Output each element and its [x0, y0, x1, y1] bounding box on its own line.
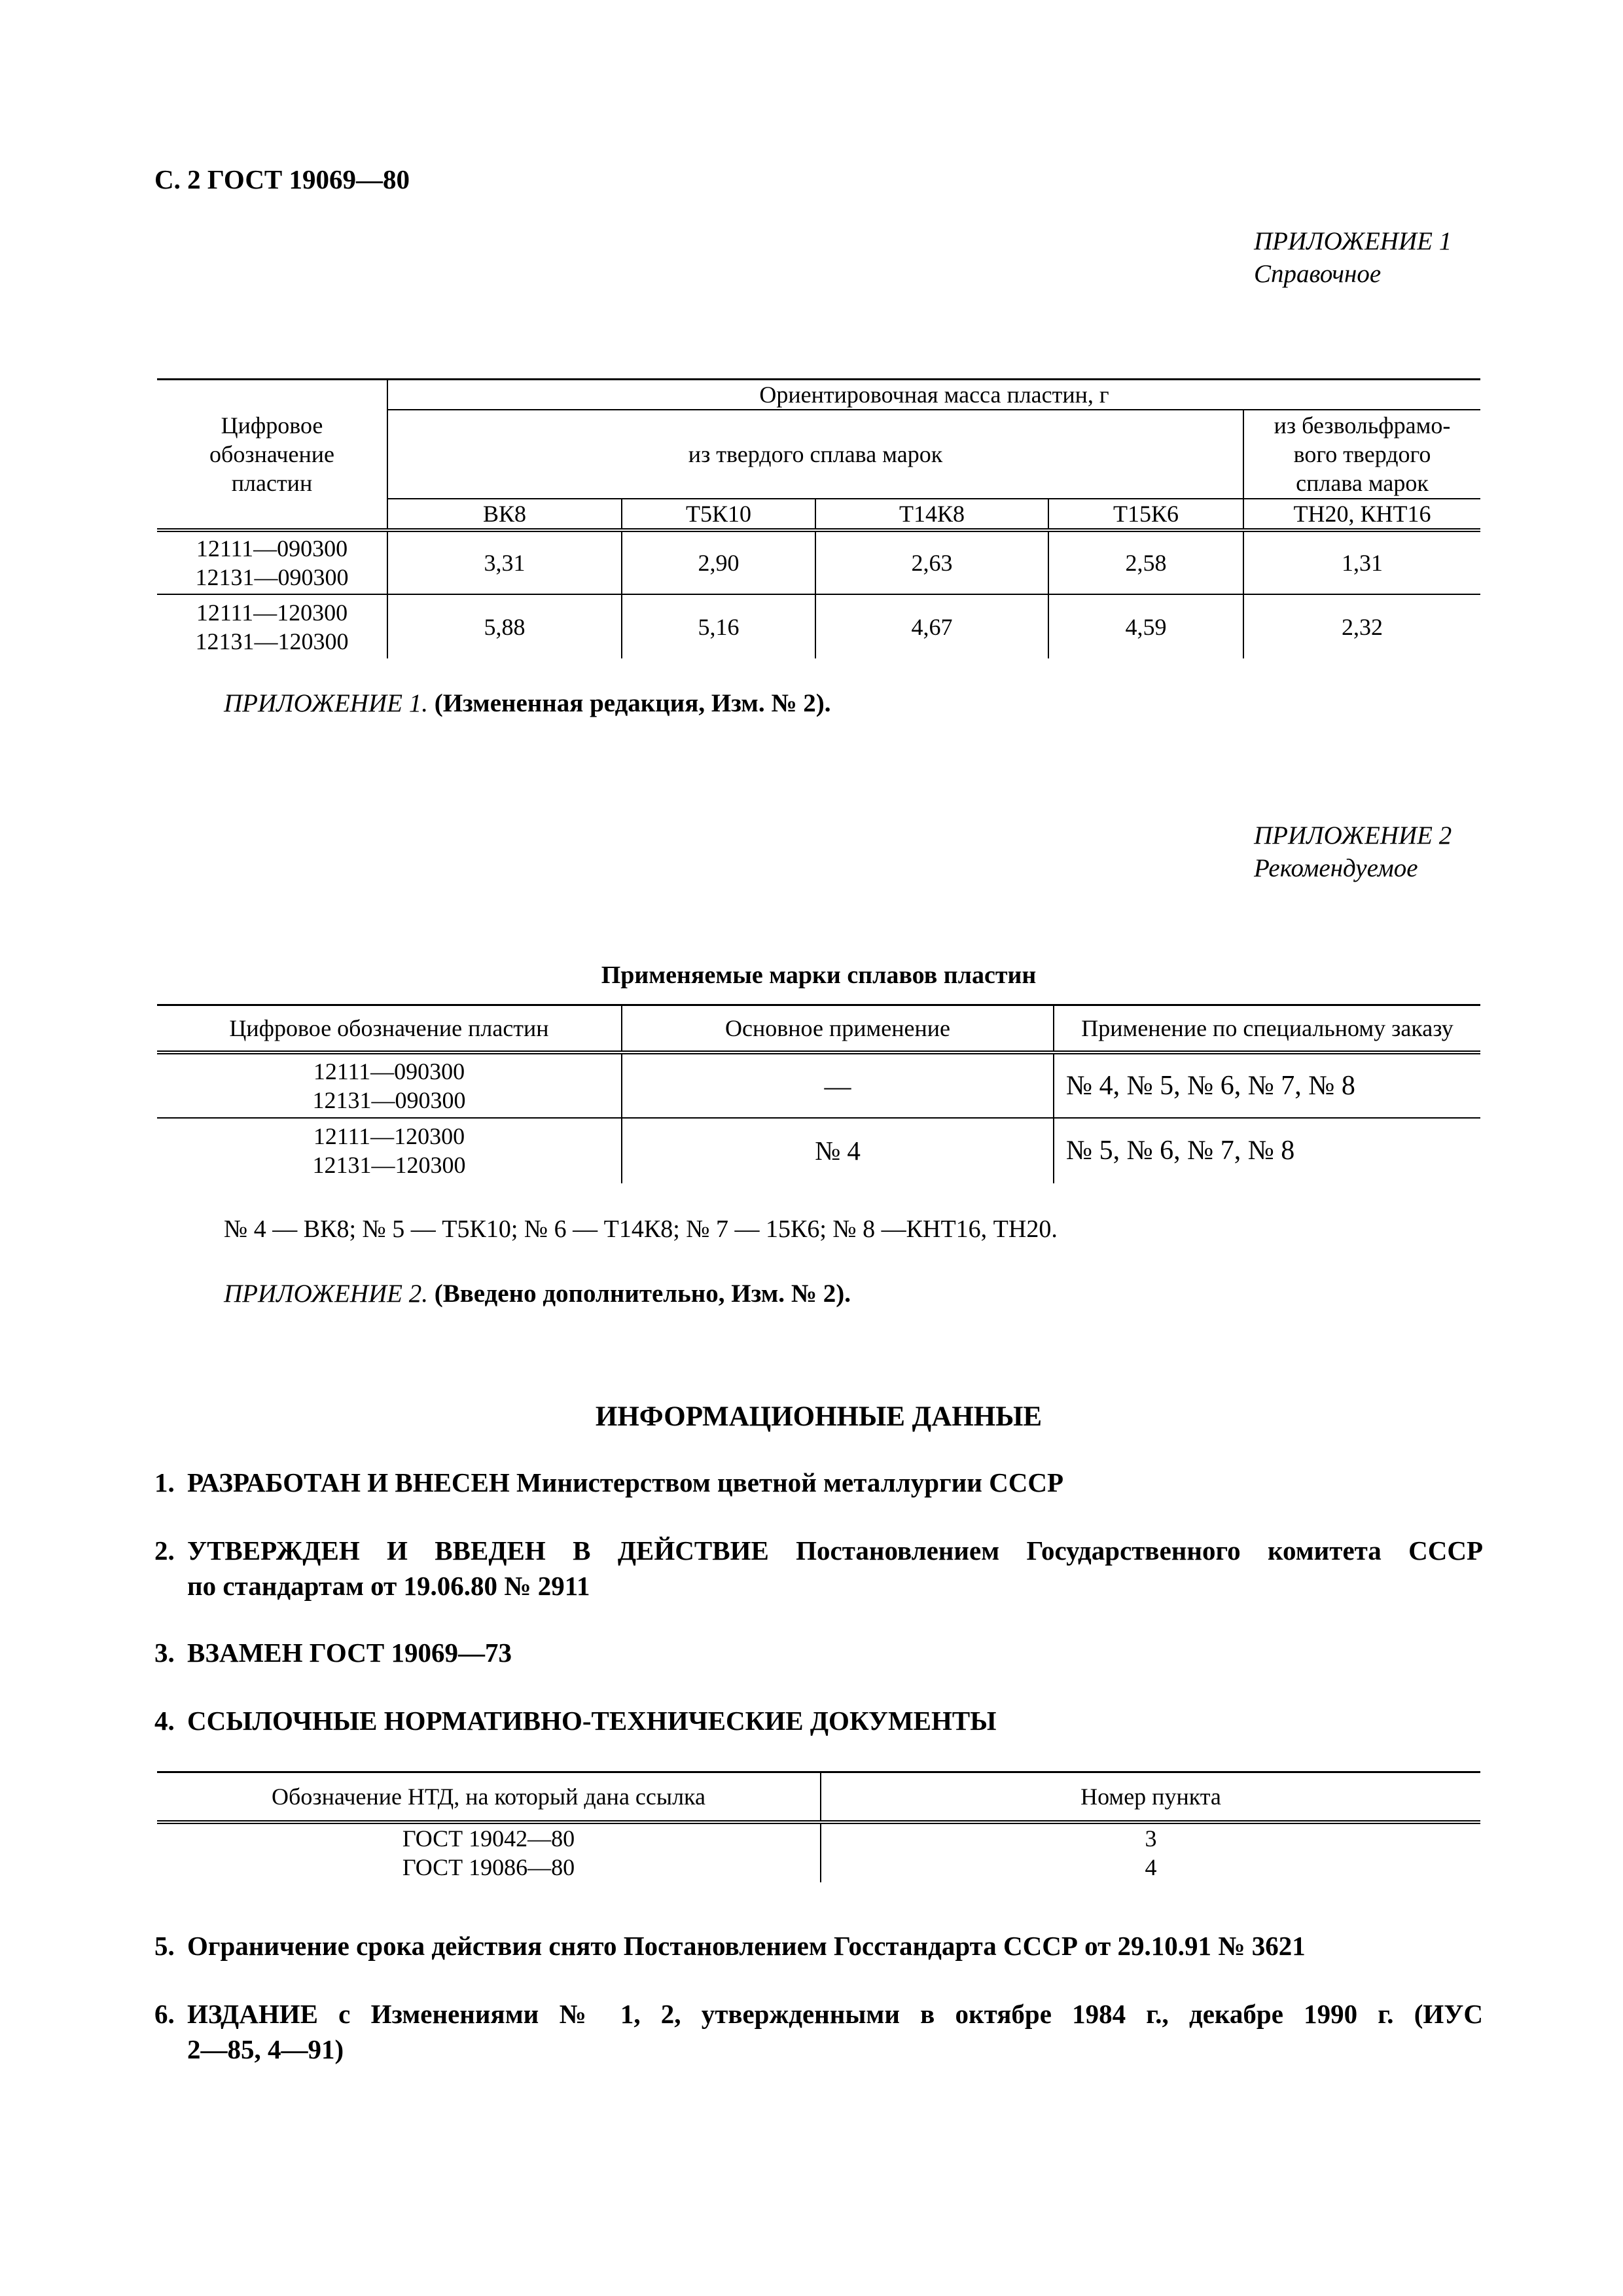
table-row — [157, 1052, 1480, 1118]
alloy-grades-table — [157, 1004, 1480, 1183]
appendix2-note — [224, 1279, 851, 1308]
special-use-header: Применение по специальному заказу — [1054, 1005, 1480, 1052]
table-row — [157, 1822, 1480, 1882]
appendix2-status: Рекомендуемое — [1254, 854, 1418, 882]
grade-header: Т5К10 — [622, 499, 815, 530]
appendix2-caption: Применяемые марки сплавов пластин — [601, 961, 1037, 989]
info-item-2: 2. УТВЕРЖДЕН И ВВЕДЕН В ДЕЙСТВИЕ Постановлением Государственного комитета СССР по стандартам от 19.06.80 № 2911 — [154, 1535, 1483, 1601]
grade-header: ВК8 — [387, 499, 622, 530]
ntd-header: Обозначение НТД, на который дана ссылка — [157, 1772, 821, 1822]
table-row — [157, 594, 1480, 658]
main-use-cell: № 4 — [622, 1118, 1054, 1183]
info-item-1: 1. РАЗРАБОТАН И ВНЕСЕН Министерством цветной металлургии СССР — [154, 1467, 1064, 1498]
appendix1-note-text: (Измененная редакция, Изм. № 2). — [434, 689, 831, 717]
plate-mass-table — [157, 378, 1480, 658]
appendix1-note-label: ПРИЛОЖЕНИЕ 1. — [224, 689, 428, 717]
clause-header: Номер пункта — [821, 1772, 1480, 1822]
main-use-header: Основное применение — [622, 1005, 1054, 1052]
tungsten-free-header: из безвольфрамо- вого твердого сплава марок — [1243, 410, 1480, 499]
info-item-4: 4. ССЫЛОЧНЫЕ НОРМАТИВНО-ТЕХНИЧЕСКИЕ ДОКУМЕНТЫ — [154, 1706, 997, 1736]
plate-code-cell: 12111—120300 12131—120300 — [312, 1123, 466, 1178]
plate-code-cell: 12111—120300 12131—120300 — [195, 599, 349, 655]
table-row — [157, 1118, 1480, 1183]
table-row — [157, 530, 1480, 594]
value-cell: 2,63 — [815, 530, 1048, 594]
designation-header: Цифровое обозначение пластин — [157, 380, 387, 531]
hard-alloy-header: из твердого сплава марок — [387, 410, 1243, 499]
info-item-3: 3. ВЗАМЕН ГОСТ 19069—73 — [154, 1638, 512, 1668]
value-cell: 1,31 — [1243, 530, 1480, 594]
grade-header: Т15К6 — [1048, 499, 1243, 530]
page-header: С. 2 ГОСТ 19069—80 — [154, 164, 410, 194]
value-cell: 3,31 — [387, 530, 622, 594]
clause-cell: 3 4 — [821, 1822, 1480, 1882]
grade-header: ТН20, КНТ16 — [1243, 499, 1480, 530]
value-cell: 2,58 — [1048, 530, 1243, 594]
appendix1-status: Справочное — [1254, 260, 1382, 288]
appendix2-note-label: ПРИЛОЖЕНИЕ 2. — [224, 1280, 428, 1308]
value-cell: 4,67 — [815, 594, 1048, 658]
appendix1-note — [224, 689, 831, 718]
appendix2-note-text: (Введено дополнительно, Изм. № 2). — [434, 1280, 851, 1308]
grade-header: Т14К8 — [815, 499, 1048, 530]
info-item-6: 6. ИЗДАНИЕ с Изменениями № 1, 2, утвержденными в октябре 1984 г., декабре 1990 г. (ИУС 2—85, 4—91) — [154, 1999, 1483, 2064]
grades-legend: № 4 — ВК8; № 5 — Т5К10; № 6 — Т14К8; № 7 — 15К6; № 8 —КНТ16, ТН20. — [224, 1215, 1058, 1243]
appendix2-label: ПРИЛОЖЕНИЕ 2 — [1254, 821, 1452, 850]
value-cell: 2,32 — [1243, 594, 1480, 658]
designation-header: Цифровое обозначение пластин — [157, 1005, 622, 1052]
plate-code-cell: 12111—090300 12131—090300 — [157, 530, 387, 594]
appendix1-heading — [1254, 225, 1452, 291]
info-item-5: 5. Ограничение срока действия снято Постановлением Госстандарта СССР от 29.10.91 № 3621 — [154, 1931, 1306, 1961]
info-title: ИНФОРМАЦИОННЫЕ ДАННЫЕ — [595, 1401, 1043, 1432]
ntd-cell: ГОСТ 19042—80 ГОСТ 19086—80 — [402, 1825, 575, 1880]
value-cell: 2,90 — [622, 530, 815, 594]
references-table — [157, 1771, 1480, 1882]
special-use-cell: № 5, № 6, № 7, № 8 — [1054, 1118, 1480, 1183]
appendix2-heading — [1254, 819, 1452, 885]
main-use-cell: — — [622, 1052, 1054, 1118]
value-cell: 5,88 — [387, 594, 622, 658]
plate-code-cell: 12111—090300 12131—090300 — [157, 1052, 622, 1118]
special-use-cell: № 4, № 5, № 6, № 7, № 8 — [1054, 1052, 1480, 1118]
value-cell: 5,16 — [622, 594, 815, 658]
value-cell: 4,59 — [1048, 594, 1243, 658]
mass-group-header: Ориентировочная масса пластин, г — [387, 380, 1480, 410]
appendix1-label: ПРИЛОЖЕНИЕ 1 — [1254, 227, 1452, 255]
